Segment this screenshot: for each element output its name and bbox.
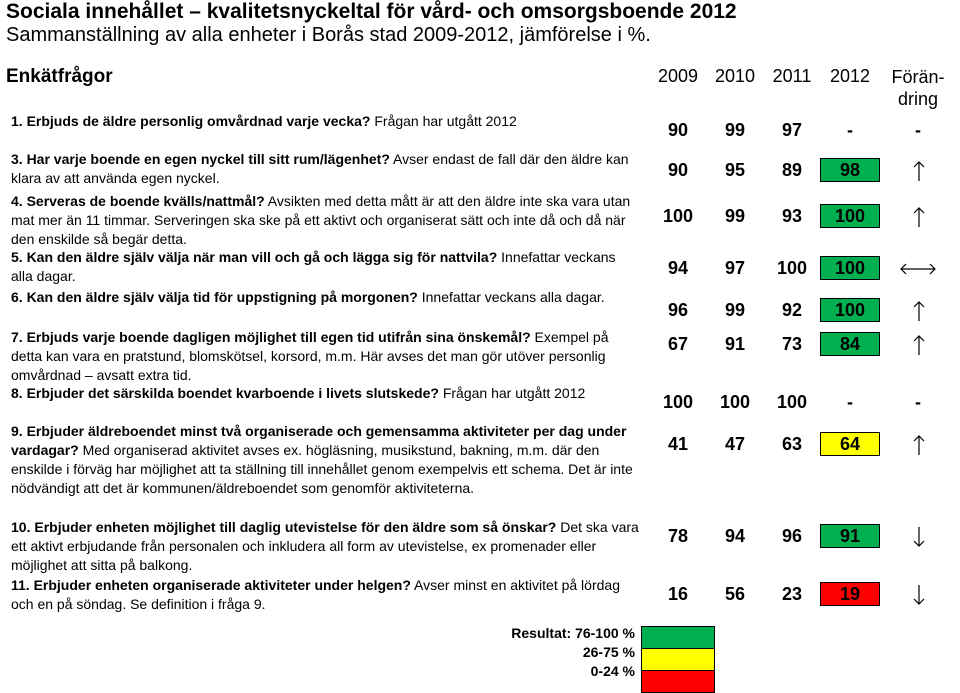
- value-cell-2012: 98: [820, 158, 880, 182]
- question-bold: 8. Erbjuder det särskilda boendet kvarboende i livets slutskede?: [11, 385, 439, 401]
- value-cell-2011: 73: [781, 334, 803, 354]
- value-cell-2009: 67: [667, 334, 689, 354]
- value-cell-2012: 100: [820, 256, 880, 280]
- question-description: Exempel på detta kan vara en pratstund, blomskötsel, korsord, m.m. Här avses det man gör utöver personlig omvårdnad – avsatt extra tid.: [11, 329, 609, 383]
- value-cell-2012: 19: [820, 582, 880, 606]
- value-cell-2010: 100: [719, 392, 751, 412]
- value-cell-2010: 95: [724, 160, 746, 180]
- value-cell-2012: 100: [820, 204, 880, 228]
- arrow-up-icon: [908, 205, 948, 229]
- header-year-2012: 2012: [829, 66, 871, 86]
- question-description: Frågan har utgått 2012: [438, 385, 586, 401]
- legend-swatch-yellow: [641, 648, 715, 671]
- value-cell-2009: 16: [667, 584, 689, 604]
- legend-label-red: 0-24 %: [590, 663, 635, 679]
- value-cell-2009: 41: [667, 434, 689, 454]
- legend-label-green: Resultat: 76-100 %: [511, 625, 635, 641]
- question-bold: 10. Erbjuder enheten möjlighet till daglig utevistelse för den äldre som så önskar?: [11, 519, 557, 535]
- value-cell-2010: 47: [724, 434, 746, 454]
- question-bold: 5. Kan den äldre själv välja när man vill och gå och lägga sig för nattvila?: [11, 249, 498, 265]
- question-text: [11, 112, 639, 131]
- value-cell-2011: 100: [776, 392, 808, 412]
- value-cell-2010: 99: [724, 300, 746, 320]
- question-description: Avsikten med detta mått är att den äldre inte ska vara utan mat mer än 11 timmar. Serveringen ska ske på ett aktivt och organiserat sätt och inte då och då när den enskilde så begär detta.: [11, 193, 631, 247]
- question-text: [11, 384, 639, 403]
- arrow-up-icon: [908, 433, 948, 457]
- question-bold: 7. Erbjuds varje boende dagligen möjlighet till egen tid utifrån sina önskemål?: [11, 329, 531, 345]
- question-text: [11, 328, 639, 385]
- question-description: Det ska vara ett aktivt erbjudande från personalen och inkludera all form av utevistelse, ex promenader eller möjlighet att sitta på balkong.: [11, 519, 639, 573]
- arrow-leftright-icon: [898, 257, 938, 281]
- arrow-up-icon: [908, 333, 948, 357]
- value-cell-2011: 63: [781, 434, 803, 454]
- header-change: Förän- dring: [891, 67, 945, 109]
- value-cell-2011: 23: [781, 584, 803, 604]
- change-text: -: [915, 120, 921, 140]
- legend-swatch-red: [641, 670, 715, 693]
- question-description: Avser endast de fall där den äldre kan klara av att använda egen nyckel.: [11, 151, 629, 186]
- question-description: Innefattar veckans alla dagar.: [11, 249, 616, 284]
- question-text: [11, 192, 639, 249]
- table-header: [6, 64, 954, 112]
- value-cell-2009: 96: [667, 300, 689, 320]
- question-bold: 11. Erbjuder enheten organiserade aktiviteter under helgen?: [11, 577, 411, 593]
- document-subtitle: Sammanställning av alla enheter i Borås stad 2009-2012, jämförelse i %.: [6, 24, 651, 46]
- header-year-2009: 2009: [657, 66, 699, 86]
- value-cell-2011: 93: [781, 206, 803, 226]
- value-cell-2009: 100: [662, 392, 694, 412]
- value-cell-2011: 100: [776, 258, 808, 278]
- legend-label-yellow: 26-75 %: [582, 644, 635, 660]
- question-text: [11, 422, 639, 498]
- question-text: [11, 518, 639, 575]
- value-cell-2010: 99: [724, 120, 746, 140]
- header-questions: Enkätfrågor: [6, 66, 113, 87]
- value-cell-2009: 100: [662, 206, 694, 226]
- arrow-down-icon: [908, 583, 948, 607]
- question-bold: 4. Serveras de boende kvälls/nattmål?: [11, 193, 265, 209]
- value-cell-2010: 91: [724, 334, 746, 354]
- question-text: [11, 150, 639, 188]
- value-cell-2011: 89: [781, 160, 803, 180]
- value-cell-2010: 99: [724, 206, 746, 226]
- value-cell-2012: -: [847, 120, 853, 140]
- arrow-up-icon: [908, 159, 948, 183]
- question-text: [11, 576, 639, 614]
- question-text: [11, 288, 639, 307]
- question-bold: 6. Kan den äldre själv välja tid för uppstigning på morgonen?: [11, 289, 418, 305]
- question-text: [11, 248, 639, 286]
- question-bold: 1. Erbjuds de äldre personlig omvårdnad varje vecka?: [11, 113, 371, 129]
- value-cell-2009: 78: [667, 526, 689, 546]
- question-description: Med organiserad aktivitet avses ex. högläsning, musikstund, bakning, m.m. där den enskilde i förväg har möjlighet att ta ställning till innehållet genom exempelvis ett schema. Det är inte nödvändigt att det är kommunen/äldreboendet som genomför aktiviteterna.: [11, 442, 633, 496]
- question-bold: 9. Erbjuder äldreboendet minst två organiserade och gemensamma aktiviteter per dag under vardagar?: [11, 423, 627, 458]
- value-cell-2012: -: [847, 392, 853, 412]
- value-cell-2010: 94: [724, 526, 746, 546]
- value-cell-2011: 92: [781, 300, 803, 320]
- arrow-down-icon: [908, 525, 948, 549]
- question-description: Frågan har utgått 2012: [370, 113, 517, 129]
- document-title: Sociala innehållet – kvalitetsnyckeltal för vård- och omsorgsboende 2012: [6, 0, 737, 23]
- value-cell-2012: 91: [820, 524, 880, 548]
- value-cell-2009: 90: [667, 120, 689, 140]
- header-year-2010: 2010: [714, 66, 756, 86]
- arrow-up-icon: [908, 299, 948, 323]
- legend-swatch-green: [641, 626, 715, 649]
- value-cell-2010: 56: [724, 584, 746, 604]
- legend-labels: [495, 624, 635, 681]
- question-description: Avser minst en aktivitet på lördag och en på söndag. Se definition i fråga 9.: [11, 577, 620, 612]
- value-cell-2012: 100: [820, 298, 880, 322]
- value-cell-2011: 97: [781, 120, 803, 140]
- value-cell-2009: 94: [667, 258, 689, 278]
- value-cell-2009: 90: [667, 160, 689, 180]
- value-cell-2010: 97: [724, 258, 746, 278]
- question-bold: 3. Har varje boende en egen nyckel till sitt rum/lägenhet?: [11, 151, 390, 167]
- question-description: Innefattar veckans alla dagar.: [417, 289, 605, 305]
- change-text: -: [915, 392, 921, 412]
- value-cell-2012: 84: [820, 332, 880, 356]
- value-cell-2012: 64: [820, 432, 880, 456]
- header-year-2011: 2011: [772, 66, 812, 86]
- value-cell-2011: 96: [781, 526, 803, 546]
